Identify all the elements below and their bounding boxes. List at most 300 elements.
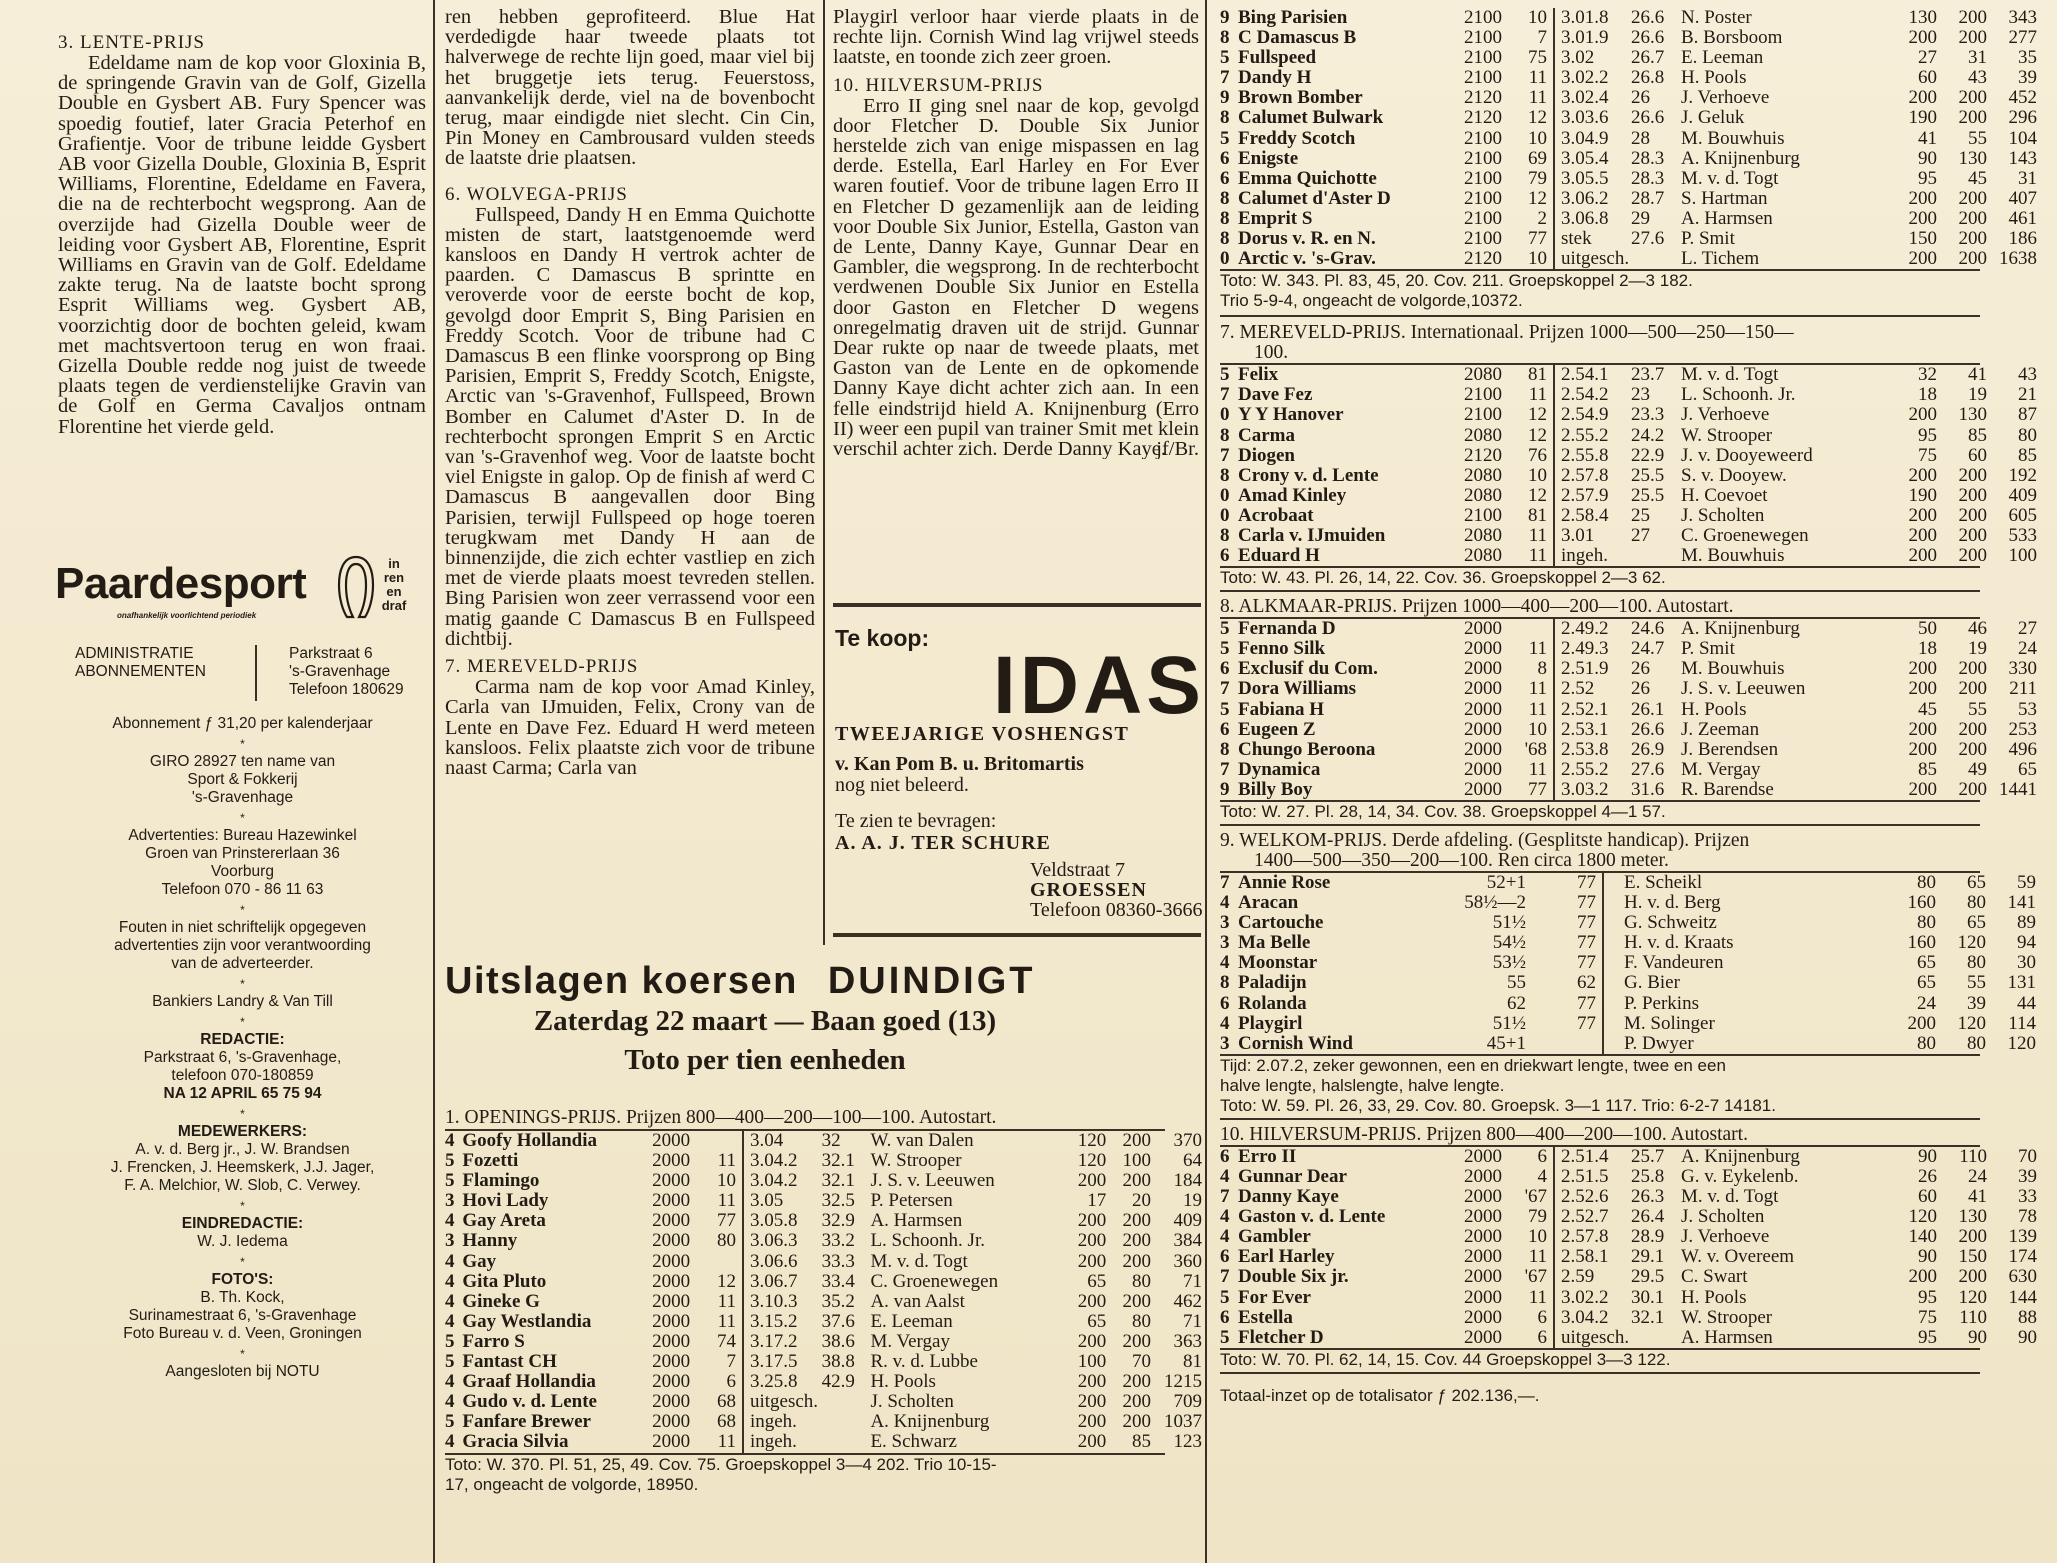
result-cell: 27.6 (1631, 758, 1665, 780)
result-cell: J. Verhoeve (1681, 404, 1770, 426)
result-cell: For Ever (1238, 1286, 1311, 1308)
result-cell: M. Bouwhuis (1681, 127, 1785, 149)
result-cell: C Damascus B (1238, 27, 1357, 49)
result-cell: 27 (2018, 618, 2037, 640)
result-cell: 150 (1958, 1246, 1987, 1268)
colophon-line: GIRO 28927 ten name van (149, 753, 336, 770)
result-row (1220, 405, 2037, 425)
result-row (445, 1131, 1202, 1151)
result-cell: E. Leeman (870, 1310, 953, 1332)
result-cell: 2000 (1464, 1266, 1502, 1288)
result-cell: 6 (1220, 718, 1230, 740)
result-cell: 110 (1959, 1145, 1987, 1167)
result-cell: 6 (1220, 1246, 1230, 1268)
result-cell: 141 (2007, 892, 2036, 914)
result-cell: 114 (2008, 1012, 2036, 1034)
result-cell: '67 (1524, 1266, 1547, 1288)
results-title-line3: Toto per tien eenheden (624, 1044, 906, 1076)
result-cell: 200 (1122, 1250, 1151, 1272)
result-cell: 32.1 (1631, 1306, 1665, 1328)
result-cell: 45 (1968, 167, 1987, 189)
result-cell: 200 (1958, 228, 1987, 250)
colophon-star: * (240, 737, 245, 751)
result-cell (1631, 1328, 1681, 1348)
result-cell: 24 (1917, 992, 1936, 1014)
result-cell: Gay (462, 1250, 497, 1272)
result-cell: C. Groenewegen (870, 1270, 999, 1292)
result-row (1220, 1167, 2037, 1187)
result-cell: 4 (1220, 1206, 1230, 1228)
result-cell: J. Zeeman (1681, 718, 1760, 740)
result-cell: uitgesch. (1554, 1328, 1631, 1348)
ad-sub: TWEEJARIGE VOSHENGST (835, 723, 1130, 745)
result-cell: 65 (1087, 1310, 1107, 1332)
result-row (445, 1372, 1202, 1392)
result-cell: W. v. Overeem (1681, 1246, 1795, 1268)
right-results (1220, 8, 2040, 1406)
result-cell: 4 (1220, 1012, 1230, 1034)
result-cell: 200 (1122, 1210, 1151, 1232)
horseshoe-icon (335, 553, 377, 619)
colophon-block (55, 1215, 430, 1251)
result-cell: 2.57.9 (1554, 486, 1631, 506)
result-row (1220, 659, 2037, 679)
result-cell: 2080 (1464, 424, 1502, 446)
result-cell: 363 (1173, 1330, 1202, 1352)
result-cell: Calumet d'Aster D (1238, 187, 1391, 209)
colophon-line: W. J. Iedema (197, 1233, 288, 1250)
result-cell: 26.8 (1631, 67, 1665, 89)
result-cell: Felix (1238, 364, 1279, 386)
result-cell: stek (1554, 229, 1631, 249)
ad-name: IDAS (993, 640, 1205, 731)
result-cell: 25.5 (1631, 484, 1665, 506)
result-cell: 2000 (652, 1371, 691, 1393)
result-cell: 2000 (1464, 718, 1502, 740)
result-cell: 200 (1908, 464, 1937, 486)
result-cell: 4 (445, 1391, 455, 1413)
colophon-block (55, 1123, 430, 1195)
result-cell: 77 (1577, 872, 1596, 893)
results-title-line2: Zaterdag 22 maart — Baan goed (13) (533, 1005, 997, 1037)
result-cell: 2000 (1464, 1145, 1502, 1167)
result-row (1220, 700, 2037, 720)
result-cell: 3 (1220, 932, 1230, 954)
result-cell: 2100 (1464, 127, 1502, 149)
result-cell: 200 (1077, 1371, 1107, 1393)
result-cell: W. Strooper (1681, 424, 1773, 446)
result-cell: 200 (1958, 464, 1987, 486)
result-cell: uitgesch. (743, 1392, 822, 1412)
result-cell: 95 (1918, 1286, 1937, 1308)
result-cell: J. Scholten (1681, 1206, 1765, 1228)
result-cell: 200 (1908, 524, 1937, 546)
result-cell: Farro S (462, 1330, 525, 1352)
result-cell: Paladijn (1238, 972, 1307, 994)
result-cell: 24 (2018, 638, 2037, 660)
result-cell: 200 (1958, 778, 1987, 800)
result-cell: 200 (1958, 7, 1987, 28)
result-cell: 77 (1577, 992, 1596, 1014)
result-cell: 3.04.9 (1554, 129, 1631, 149)
colophon-line: 's-Gravenhage (191, 789, 294, 806)
colophon-line: Aangesloten bij NOTU (165, 1363, 320, 1380)
result-cell: Gay Westlandia (462, 1310, 592, 1332)
result-cell: S. v. Dooyew. (1681, 464, 1787, 486)
result-cell: 25.7 (1631, 1145, 1665, 1167)
result-row (445, 1191, 1202, 1211)
result-cell: 6 (1537, 1145, 1547, 1167)
result-cell: 24.2 (1631, 424, 1665, 446)
result-cell (1502, 619, 1554, 639)
result-cell: 33 (2018, 1186, 2037, 1208)
result-cell: 2.54.2 (1554, 385, 1631, 405)
result-cell: 26 (1631, 678, 1650, 700)
result-cell: 26.4 (1631, 1206, 1665, 1228)
lente-title: 3. LENTE-PRIJS (58, 32, 205, 53)
result-cell: 6 (1220, 147, 1230, 169)
result-cell: 70 (1131, 1351, 1151, 1373)
result-cell: Gudo v. d. Lente (462, 1391, 597, 1413)
results-title-line1: Uitslagen koersen (445, 960, 798, 1002)
result-cell: 43 (1968, 67, 1987, 89)
result-cell: 200 (1958, 738, 1987, 760)
result-cell: 78 (2018, 1206, 2037, 1228)
result-cell: 2000 (1464, 1306, 1502, 1328)
result-cell: 44 (2017, 992, 2036, 1014)
result-row (1220, 466, 2037, 486)
result-cell: 4 (445, 1130, 455, 1151)
result-cell: 2000 (1464, 1326, 1502, 1348)
result-cell: 32.5 (821, 1190, 855, 1212)
result-cell: 200 (1908, 404, 1937, 426)
race-9-tijd: Tijd: 2.07.2, zeker gewonnen, een en driekwart lengte, twee en een (1220, 1055, 1726, 1075)
result-cell: 26.7 (1631, 47, 1665, 69)
result-cell: 200 (1122, 1170, 1151, 1192)
result-row (1220, 1034, 2036, 1054)
result-cell: P. Perkins (1603, 994, 1866, 1014)
result-cell: J. Verhoeve (1681, 87, 1770, 109)
result-cell: 1215 (1164, 1371, 1202, 1393)
result-cell: 6 (1220, 1145, 1230, 1167)
colophon-line: Foto Bureau v. d. Veen, Groningen (123, 1325, 362, 1342)
result-cell: 49 (1968, 758, 1987, 780)
result-cell: 130 (1958, 147, 1987, 169)
result-cell: 5 (445, 1351, 455, 1373)
result-cell: 3.06.7 (743, 1272, 822, 1292)
result-cell: 77 (1577, 912, 1596, 934)
race-10-totaal: Totaal-inzet op de totalisator ƒ 202.136,—. (1220, 1385, 1540, 1405)
result-cell: 8 (1537, 658, 1547, 680)
result-cell: 3.05.4 (1554, 149, 1631, 169)
result-cell: 2100 (1464, 404, 1502, 426)
result-cell: Dandy H (1238, 67, 1312, 89)
result-cell: G. v. Eykelenb. (1681, 1165, 1799, 1187)
result-cell: Dynamica (1238, 758, 1321, 780)
result-cell: W. van Dalen (870, 1130, 974, 1151)
result-cell: 3.01.9 (1554, 28, 1631, 48)
result-cell: 7 (1220, 384, 1230, 406)
result-cell: Hovi Lady (462, 1190, 549, 1212)
result-cell: 90 (1968, 1326, 1987, 1348)
result-cell: 12 (1528, 187, 1547, 209)
result-cell: 10 (1528, 7, 1547, 28)
result-cell: 31.6 (1631, 778, 1665, 800)
result-cell: 200 (1908, 187, 1937, 209)
race-6-toto-2: Trio 5-9-4, ongeacht de volgorde,10372. (1220, 291, 1523, 311)
result-cell: 32.9 (821, 1210, 855, 1232)
result-row (1220, 1247, 2037, 1267)
result-row (1220, 48, 2037, 68)
result-row (1220, 1187, 2037, 1207)
result-row (1220, 1227, 2037, 1247)
result-cell: A. Knijnenburg (870, 1411, 990, 1433)
result-cell: 174 (2008, 1246, 2037, 1268)
result-cell: Acrobaat (1238, 504, 1314, 526)
result-cell: C. Swart (1681, 1266, 1748, 1288)
result-cell: 2.57.8 (1554, 1227, 1631, 1247)
result-row (1220, 973, 2036, 993)
result-cell: 53½ (1492, 952, 1526, 974)
result-cell: 8 (1220, 27, 1230, 49)
result-cell: 2120 (1464, 107, 1502, 129)
result-cell: uitgesch. (1554, 249, 1631, 269)
result-cell: 211 (2009, 678, 2037, 700)
result-cell: 200 (1908, 1266, 1937, 1288)
result-cell: 3 (445, 1230, 455, 1252)
result-cell: 39 (2018, 1165, 2037, 1187)
results-title (445, 960, 1205, 1077)
result-cell: 7 (1220, 872, 1230, 893)
colophon-line: A. v. d. Berg jr., J. W. Brandsen (135, 1141, 350, 1158)
result-row (1220, 873, 2036, 893)
ad-rule-bottom (833, 933, 1201, 937)
result-cell: 4 (1537, 1165, 1547, 1187)
result-cell: 43 (2018, 364, 2037, 386)
result-cell: 2000 (652, 1210, 691, 1232)
result-row (445, 1332, 1202, 1352)
result-cell: H. Pools (1681, 67, 1747, 89)
result-cell: 200 (1908, 738, 1937, 760)
result-cell: 2120 (1464, 444, 1502, 466)
result-cell: 10 (1528, 718, 1547, 740)
result-cell: 60 (1918, 1186, 1937, 1208)
result-cell: 2.58.1 (1554, 1247, 1631, 1267)
result-cell: 11 (1528, 678, 1547, 700)
result-cell: J. Scholten (870, 1391, 954, 1413)
result-cell: 2.51.5 (1554, 1167, 1631, 1187)
result-cell: 38.6 (821, 1330, 855, 1352)
result-cell: 2000 (652, 1230, 691, 1252)
result-cell: 3.03.6 (1554, 108, 1631, 128)
result-cell: 2100 (1464, 47, 1502, 69)
result-cell: P. Petersen (870, 1190, 953, 1212)
result-cell: 2100 (1464, 147, 1502, 169)
result-cell: Erro II (1238, 1145, 1297, 1167)
result-cell: 5 (1220, 1286, 1230, 1308)
result-cell: 200 (1077, 1170, 1107, 1192)
result-cell (690, 1252, 743, 1272)
result-cell: 23 (1631, 384, 1650, 406)
result-cell: 24.7 (1631, 638, 1665, 660)
result-cell: 89 (2017, 912, 2036, 934)
result-cell: 160 (1907, 892, 1936, 914)
result-row (1220, 1014, 2036, 1034)
result-cell: 9 (1220, 87, 1230, 109)
race-9-head-2: 1400—500—350—200—100. Ren circa 1800 meter. (1254, 850, 1669, 871)
result-cell: 3.05.8 (743, 1211, 822, 1231)
result-cell: 462 (1173, 1290, 1202, 1312)
result-cell: 68 (716, 1391, 736, 1413)
result-cell: 32.1 (821, 1170, 855, 1192)
colophon-line: F. A. Melchior, W. Slob, C. Verwey. (124, 1177, 361, 1194)
result-row (1220, 1308, 2037, 1328)
colophon-block (55, 827, 430, 899)
result-cell: 200 (1958, 1266, 1987, 1288)
result-cell: Fabiana H (1238, 698, 1325, 720)
result-cell: Danny Kaye (1238, 1186, 1339, 1208)
result-row (1220, 426, 2037, 446)
result-cell: ingeh. (1554, 546, 1631, 566)
result-cell: 60 (1918, 67, 1937, 89)
result-cell: 190 (1908, 107, 1937, 129)
result-cell: 80 (1917, 1032, 1936, 1054)
colophon-line: van de adverteerder. (171, 955, 314, 972)
result-cell: L. Tichem (1681, 248, 1760, 270)
result-cell: 11 (1528, 87, 1547, 109)
result-cell: 452 (2008, 87, 2037, 109)
result-cell: Fletcher D (1238, 1326, 1324, 1348)
result-cell: 10 (1528, 248, 1547, 270)
result-cell: Gaston v. d. Lente (1238, 1206, 1386, 1228)
colophon-star: * (240, 1015, 245, 1029)
result-cell: 55 (1967, 972, 1986, 994)
result-row (1220, 526, 2037, 546)
result-row (445, 1392, 1202, 1412)
result-cell: 39 (1967, 992, 1986, 1014)
colophon-line: Groen van Prinstererlaan 36 (145, 845, 340, 862)
column-rule (1205, 0, 1207, 1563)
result-cell: A. Knijnenburg (1681, 1145, 1800, 1167)
result-cell: 2000 (652, 1351, 691, 1373)
result-row (1220, 760, 2037, 780)
result-cell: 6 (1220, 992, 1230, 1014)
result-cell: 90 (1918, 147, 1937, 169)
result-cell: 200 (1958, 658, 1987, 680)
result-cell: 65 (1087, 1270, 1107, 1292)
result-cell: 52+1 (1486, 872, 1526, 893)
result-cell: 253 (2008, 718, 2037, 740)
result-cell: 23.3 (1631, 404, 1665, 426)
result-cell: 200 (1958, 87, 1987, 109)
ad-te-koop: Te koop: (835, 625, 930, 651)
result-cell: Brown Bomber (1238, 87, 1363, 109)
result-cell: 123 (1173, 1431, 1202, 1453)
result-cell: Gunnar Dear (1238, 1165, 1347, 1187)
result-cell: A. Harmsen (1681, 1326, 1773, 1348)
result-cell: 28.3 (1631, 167, 1665, 189)
result-cell: Eduard H (1238, 545, 1320, 567)
result-cell: 3.04.2 (743, 1151, 822, 1171)
result-row (1220, 1267, 2037, 1287)
result-row (1220, 1207, 2037, 1227)
result-cell: 28 (1631, 127, 1650, 149)
ad-rule-top (833, 603, 1201, 607)
result-cell: 2100 (1464, 384, 1502, 406)
colophon-star: * (240, 903, 245, 917)
result-cell: 3.06.8 (1554, 209, 1631, 229)
result-cell: 2.53.8 (1554, 740, 1631, 760)
race-9-table (1220, 873, 2036, 1054)
colophon-line: Surinamestraat 6, 's-Gravenhage (128, 1307, 357, 1324)
result-cell: 26.9 (1631, 738, 1665, 760)
result-cell: 2120 (1464, 248, 1502, 270)
result-cell: 2.52.1 (1554, 700, 1631, 720)
result-cell: 2000 (1464, 658, 1502, 680)
result-cell: 0 (1220, 504, 1230, 526)
result-cell: 5 (1220, 47, 1230, 69)
result-cell: 2000 (1464, 778, 1502, 800)
result-row (1220, 129, 2037, 149)
result-cell: 2000 (652, 1290, 691, 1312)
result-cell: 32.1 (821, 1150, 855, 1172)
result-cell: 5 (445, 1170, 455, 1192)
result-cell: 200 (1958, 248, 1987, 270)
result-cell: 30.1 (1631, 1286, 1665, 1308)
result-cell: H. Pools (1681, 1286, 1747, 1308)
result-cell: Fullspeed (1238, 47, 1317, 69)
result-cell: 45+1 (1486, 1032, 1526, 1054)
result-cell: 54½ (1492, 932, 1526, 954)
result-cell: 46 (1968, 618, 1987, 640)
result-cell: 4 (445, 1310, 455, 1332)
result-cell: 200 (1908, 718, 1937, 740)
result-cell: 360 (1173, 1250, 1202, 1272)
result-cell: M. Bouwhuis (1681, 545, 1785, 567)
result-cell: 74 (716, 1330, 736, 1352)
result-cell: 2.52 (1554, 679, 1631, 699)
ad-owner: A. A. J. TER SCHURE (835, 832, 1051, 854)
race-1-toto-2: 17, ongeacht de volgorde, 18950. (445, 1474, 699, 1494)
colophon-block (55, 1031, 430, 1103)
result-cell: A. Harmsen (1681, 207, 1773, 229)
result-cell: 59 (2017, 872, 2036, 893)
colophon-line: EINDREDACTIE: (181, 1215, 304, 1232)
result-cell: 27.6 (1631, 228, 1665, 250)
result-cell: Exclusif du Com. (1238, 658, 1378, 680)
result-cell: 144 (2008, 1286, 2037, 1308)
result-cell: 18 (1918, 638, 1937, 660)
result-cell: Bing Parisien (1238, 7, 1348, 28)
result-cell: 75 (1918, 444, 1937, 466)
result-cell: 200 (1958, 187, 1987, 209)
result-cell: 200 (1122, 1391, 1151, 1413)
result-cell: 2100 (1464, 504, 1502, 526)
result-cell: J. S. v. Leeuwen (870, 1170, 995, 1192)
colophon-line: Abonnement ƒ 31,20 per kalenderjaar (112, 715, 373, 732)
result-cell: 200 (1908, 678, 1937, 700)
result-cell: 80 (1967, 892, 1986, 914)
race-1-results (445, 1108, 1203, 1495)
result-cell: J. Scholten (1681, 504, 1765, 526)
result-row (1220, 249, 2037, 269)
result-cell: Playgirl (1238, 1012, 1303, 1034)
result-cell (822, 1412, 871, 1432)
result-cell: 20 (1131, 1190, 1151, 1212)
result-cell: 2100 (1464, 7, 1502, 28)
result-cell: 186 (2008, 228, 2037, 250)
result-cell: 277 (2008, 27, 2037, 49)
